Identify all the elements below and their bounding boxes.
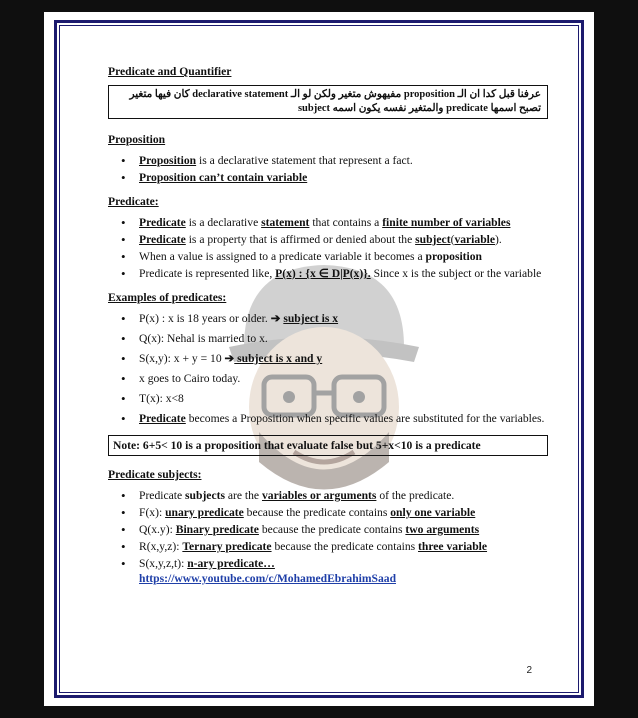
examples-heading: Examples of predicates: xyxy=(108,291,227,304)
text: are the xyxy=(224,489,262,502)
keyword: subject xyxy=(415,233,451,246)
arabic-note-line-1: عرفنا قبل كدا ان الـ proposition مفيهوش متغير ولكن لو الـ declarative statement كان فيها متغير xyxy=(129,89,541,100)
keyword: variable xyxy=(454,233,496,246)
proposition-heading: Proposition xyxy=(108,133,166,146)
text: S(x,y): x + y = 10 xyxy=(139,352,225,365)
document-content xyxy=(108,64,548,595)
keyword: Binary predicate xyxy=(175,523,259,536)
list-item xyxy=(139,522,548,537)
list-item xyxy=(139,411,548,426)
text: S(x,y,z,t): xyxy=(139,557,188,570)
list-item xyxy=(139,391,548,406)
term: Predicate xyxy=(139,216,186,229)
text: becomes a Proposition when specific values are substituted for the variables. xyxy=(185,412,545,425)
text: P(x) : x is 18 years or older. xyxy=(139,312,271,325)
list-item xyxy=(139,170,548,185)
text: When a value is assigned to a predicate variable it becomes a xyxy=(139,250,426,263)
text: Q(x): Nehal is married to x. xyxy=(139,332,268,345)
text: Q(x.y): xyxy=(139,523,176,536)
list-item xyxy=(139,331,548,346)
text: because the predicate contains xyxy=(271,540,419,553)
text: T(x): x<8 xyxy=(139,392,184,405)
subjects-heading: Predicate subjects: xyxy=(108,468,202,481)
term: Predicate xyxy=(139,233,186,246)
keyword: Ternary predicate xyxy=(182,540,272,553)
arabic-note-line-2: تصبح اسمها predicate والمتغير نفسه يكون اسمه subject xyxy=(297,103,541,114)
predicate-list xyxy=(108,215,548,281)
subjects-list xyxy=(108,488,548,586)
text: x goes to Cairo today. xyxy=(139,372,241,385)
term: Proposition xyxy=(139,154,197,167)
note-box: Note: 6+5< 10 is a proposition that evaluate false but 5+x<10 is a predicate xyxy=(108,435,548,456)
text: R(x,y,z): xyxy=(139,540,183,553)
examples-list xyxy=(108,311,548,426)
keyword: statement xyxy=(261,216,310,229)
term: Predicate xyxy=(139,412,186,425)
text: that contains a xyxy=(309,216,383,229)
proposition-list xyxy=(108,153,548,185)
keyword: n-ary predicate… xyxy=(187,557,275,570)
list-item xyxy=(139,539,548,554)
text: ( xyxy=(450,233,455,246)
keyword: three variable xyxy=(418,540,488,553)
keyword: subject is x and y xyxy=(234,352,323,365)
text: ). xyxy=(495,233,502,246)
keyword: subjects xyxy=(185,489,225,502)
text: Proposition can’t contain variable xyxy=(139,171,308,184)
text: Predicate is represented like, xyxy=(139,267,276,280)
youtube-link[interactable]: https://www.youtube.com/c/MohamedEbrahimSaad xyxy=(139,572,397,585)
arrow-icon: ➔ xyxy=(270,312,281,325)
text: is a declarative xyxy=(185,216,262,229)
predicate-heading: Predicate: xyxy=(108,195,159,208)
keyword: subject is x xyxy=(283,312,339,325)
list-item xyxy=(139,232,548,247)
text: of the predicate. xyxy=(376,489,455,502)
text: is a declarative statement that represent a fact. xyxy=(196,154,413,167)
list-item xyxy=(139,215,548,230)
list-item xyxy=(139,371,548,386)
list-item xyxy=(139,488,548,503)
text: because the predicate contains xyxy=(258,523,406,536)
keyword: two arguments xyxy=(405,523,480,536)
text: Since x is the subject or the variable xyxy=(370,267,542,280)
list-item xyxy=(139,266,548,281)
keyword: variables or arguments xyxy=(261,489,377,502)
keyword: P(x) : {x ∈ D|P(x)}. xyxy=(275,267,371,280)
keyword: only one variable xyxy=(390,506,476,519)
text: is a property that is affirmed or denied about the xyxy=(185,233,416,246)
list-item xyxy=(139,505,548,520)
list-item xyxy=(139,311,548,326)
list-item xyxy=(139,249,548,264)
keyword: proposition xyxy=(425,250,483,263)
list-item xyxy=(139,153,548,168)
text: F(x): xyxy=(139,506,166,519)
arrow-icon: ➔ xyxy=(224,352,235,365)
list-item xyxy=(139,556,548,586)
arabic-note-box xyxy=(108,85,548,119)
list-item xyxy=(139,351,548,366)
keyword: finite number of variables xyxy=(382,216,511,229)
text: because the predicate contains xyxy=(243,506,391,519)
page-number: 2 xyxy=(526,665,532,676)
keyword: unary predicate xyxy=(165,506,244,519)
page-title: Predicate and Quantifier xyxy=(108,65,232,78)
document-page xyxy=(44,12,594,706)
text: Predicate xyxy=(139,489,186,502)
